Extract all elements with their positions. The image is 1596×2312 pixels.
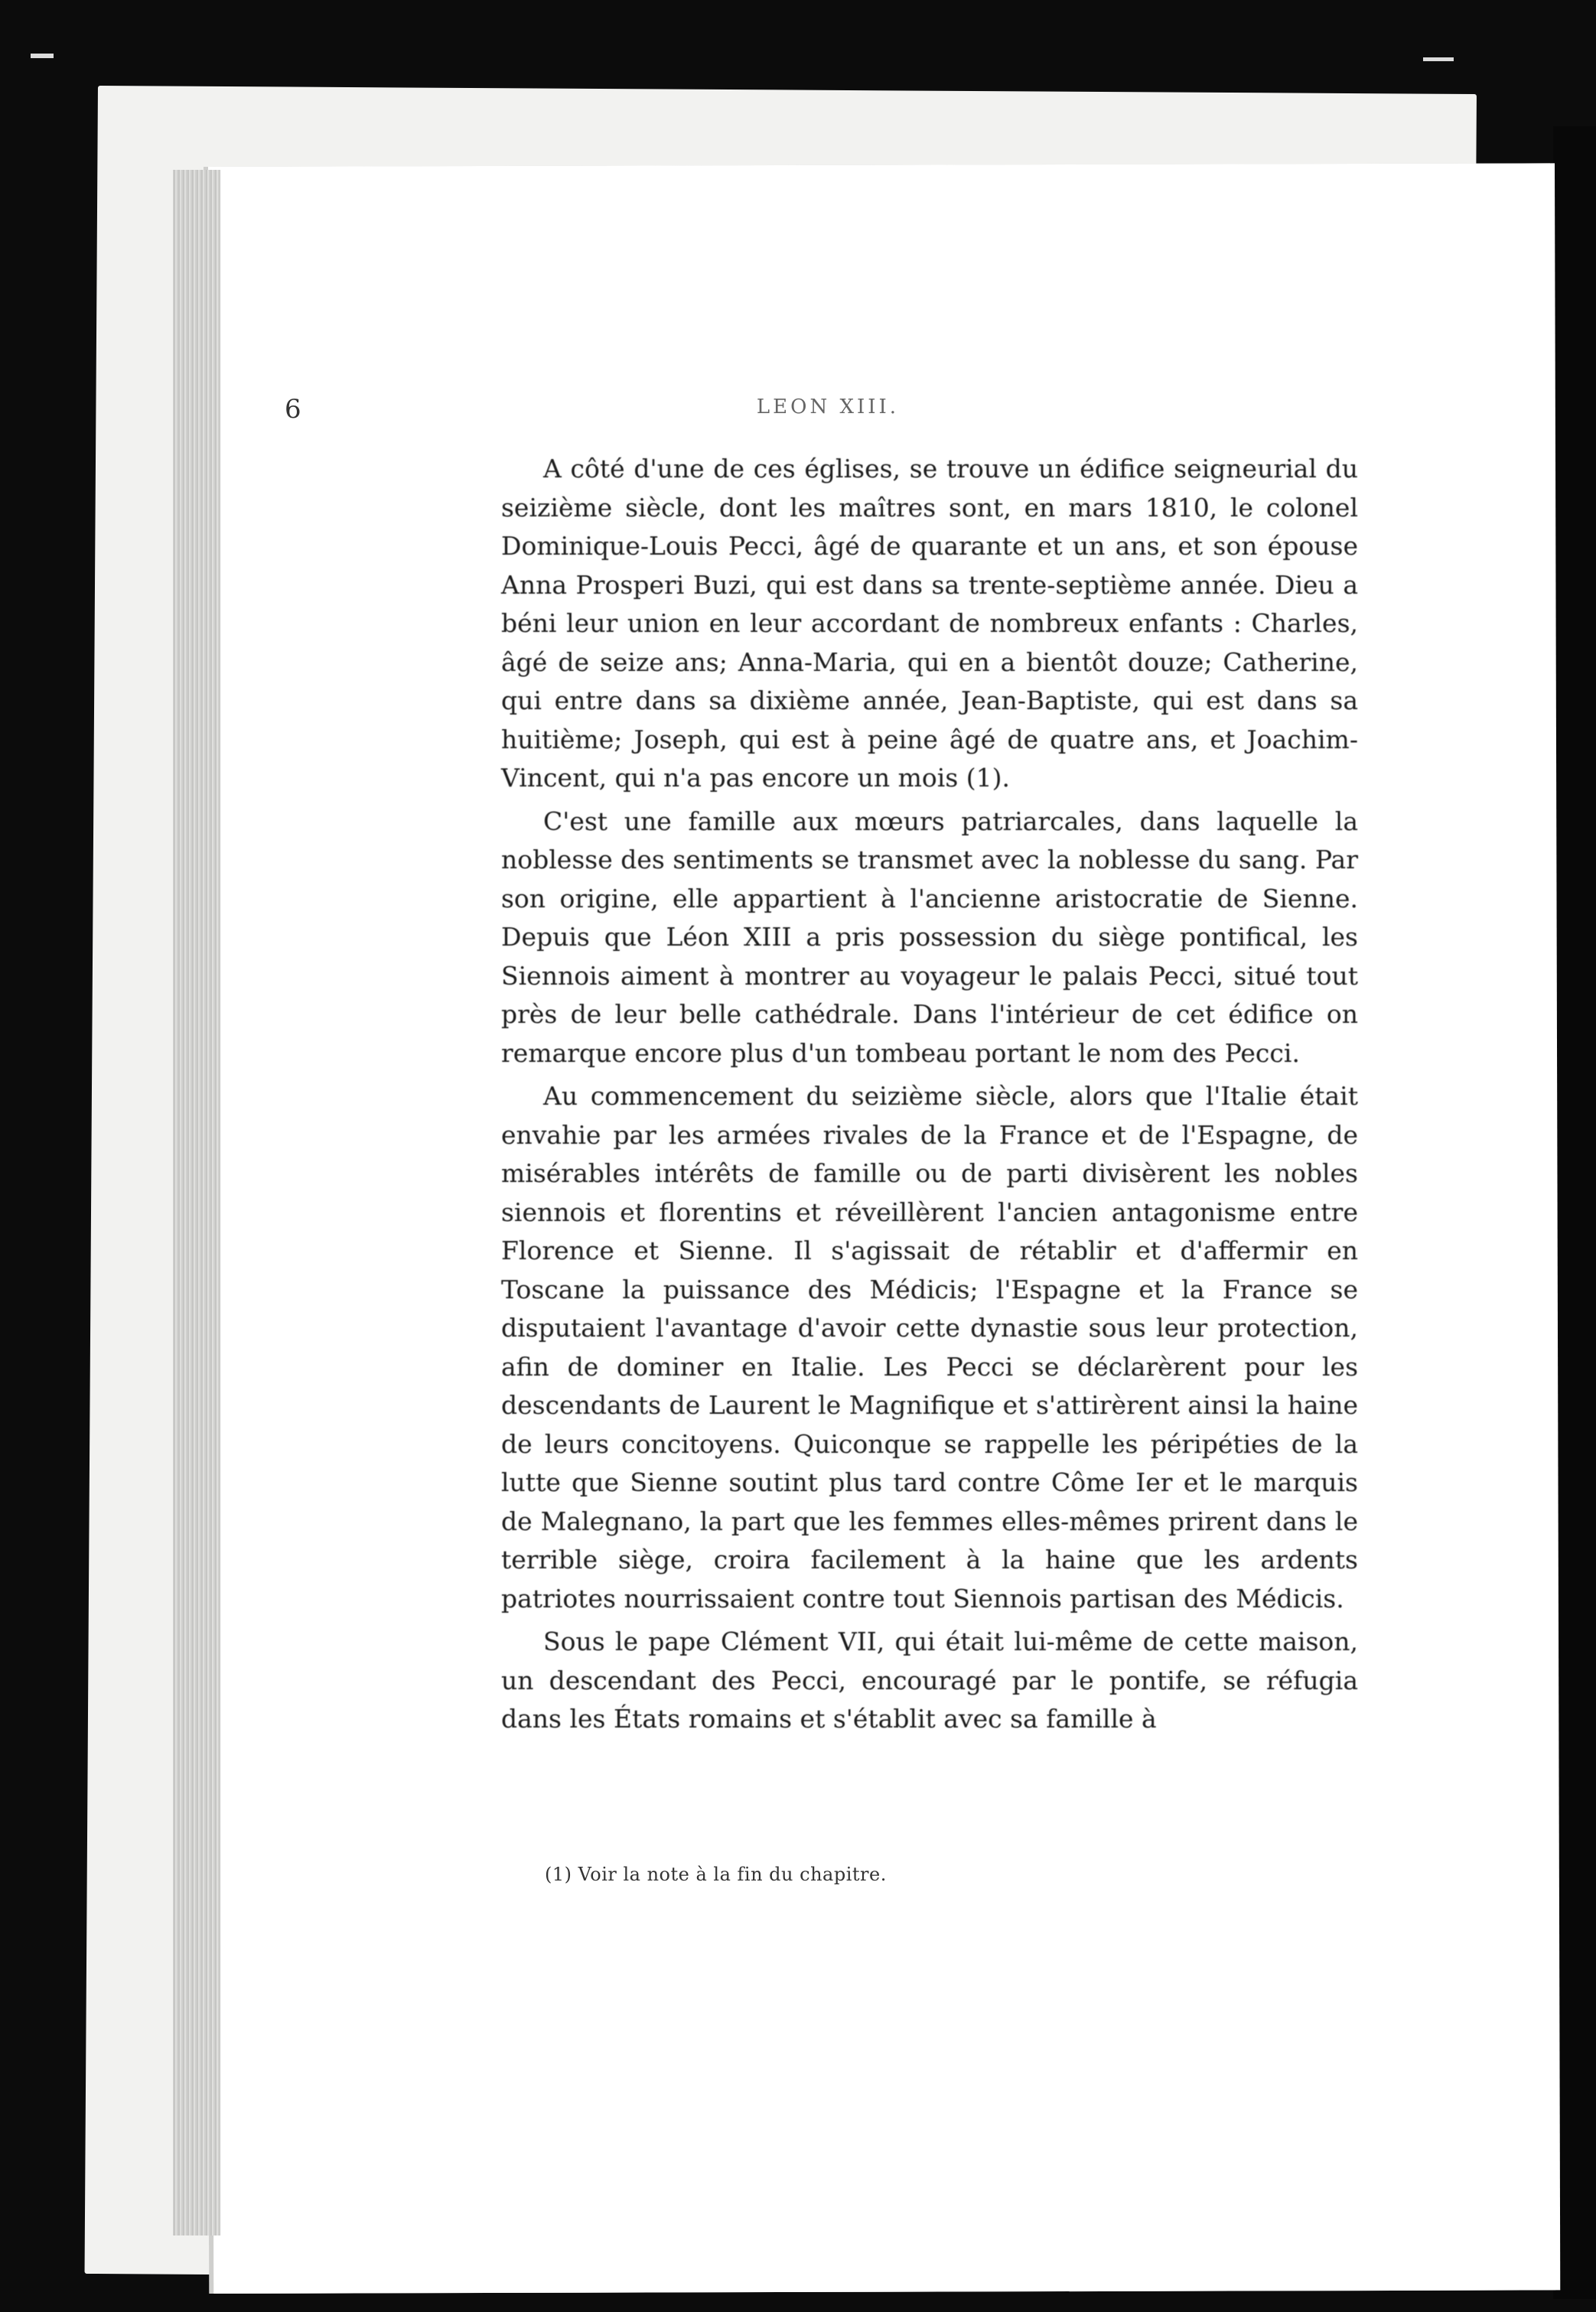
page-number: 6 <box>285 394 301 425</box>
paragraph-1: A côté d'une de ces églises, se trouve un édifice seigneurial du seizième siècle, dont les maîtres sont, en mars 1810, le colonel Dominique-Louis Pecci, âgé de quarante et un ans, et son épouse Anna Prosperi Buzi, qui est dans sa trente-septième année. Dieu a béni leur union en leur accordant de nombreux enfants : Charles, âgé de seize ans; Anna-Maria, qui en a bientôt douze; Catherine, qui entre dans sa dixième année, Jean-Baptiste, qui est dans sa huitième; Joseph, qui est à peine âgé de quatre ans, et Joachim-Vincent, qui n'a pas encore un mois (1). <box>501 454 1358 793</box>
body-text <box>501 450 1358 1739</box>
paragraph-3: Au commencement du seizième siècle, alors que l'Italie était envahie par les armées rivales de la France et de l'Espagne, de misérables intérêts de famille ou de parti divisèrent les nobles siennois et florentins et réveillèrent l'ancien antagonisme entre Florence et Sienne. Il s'agissait de rétablir et d'affermir en Toscane la puissance des Médicis; l'Espagne et la France se disputaient l'avantage d'avoir cette dynastie sous leur protection, afin de dominer en Italie. Les Pecci se déclarèrent pour les descendants de Laurent le Magnifique et s'attirèrent ainsi la haine de leurs concitoyens. Quiconque se rappelle les péripéties de la lutte que Sienne soutint plus tard contre Côme Ier et le marquis de Malegnano, la part que les femmes elles-mêmes prirent dans le terrible siège, croira facilement à la haine que les ardents patriotes nourrissaient contre tout Siennois partisan des Médicis. <box>501 1081 1358 1614</box>
running-title: LEON XIII. <box>756 396 900 418</box>
page-edges-stack <box>173 170 220 2235</box>
footnote: (1) Voir la note à la fin du chapitre. <box>545 1864 887 1885</box>
paragraph-4: Sous le pape Clément VII, qui était lui-même de cette maison, un descendant des Pecci, encouragé par le pontife, se réfugia dans les États romains et s'établit avec sa famille à <box>501 1627 1358 1734</box>
scan-speck <box>31 54 54 58</box>
scan-speck <box>1423 57 1454 61</box>
paragraph-2: C'est une famille aux mœurs patriarcales, dans laquelle la noblesse des sentiments se transmet avec la noblesse du sang. Par son origine, elle appartient à l'ancienne aristocratie de Sienne. Depuis que Léon XIII a pris possession du siège pontifical, les Siennois aiment à montrer au voyageur le palais Pecci, situé tout près de leur belle cathédrale. Dans l'intérieur de cet édifice on remarque encore plus d'un tombeau portant le nom des Pecci. <box>501 806 1358 1068</box>
running-head <box>285 394 1371 432</box>
right-shadow-edge <box>1553 126 1596 2299</box>
